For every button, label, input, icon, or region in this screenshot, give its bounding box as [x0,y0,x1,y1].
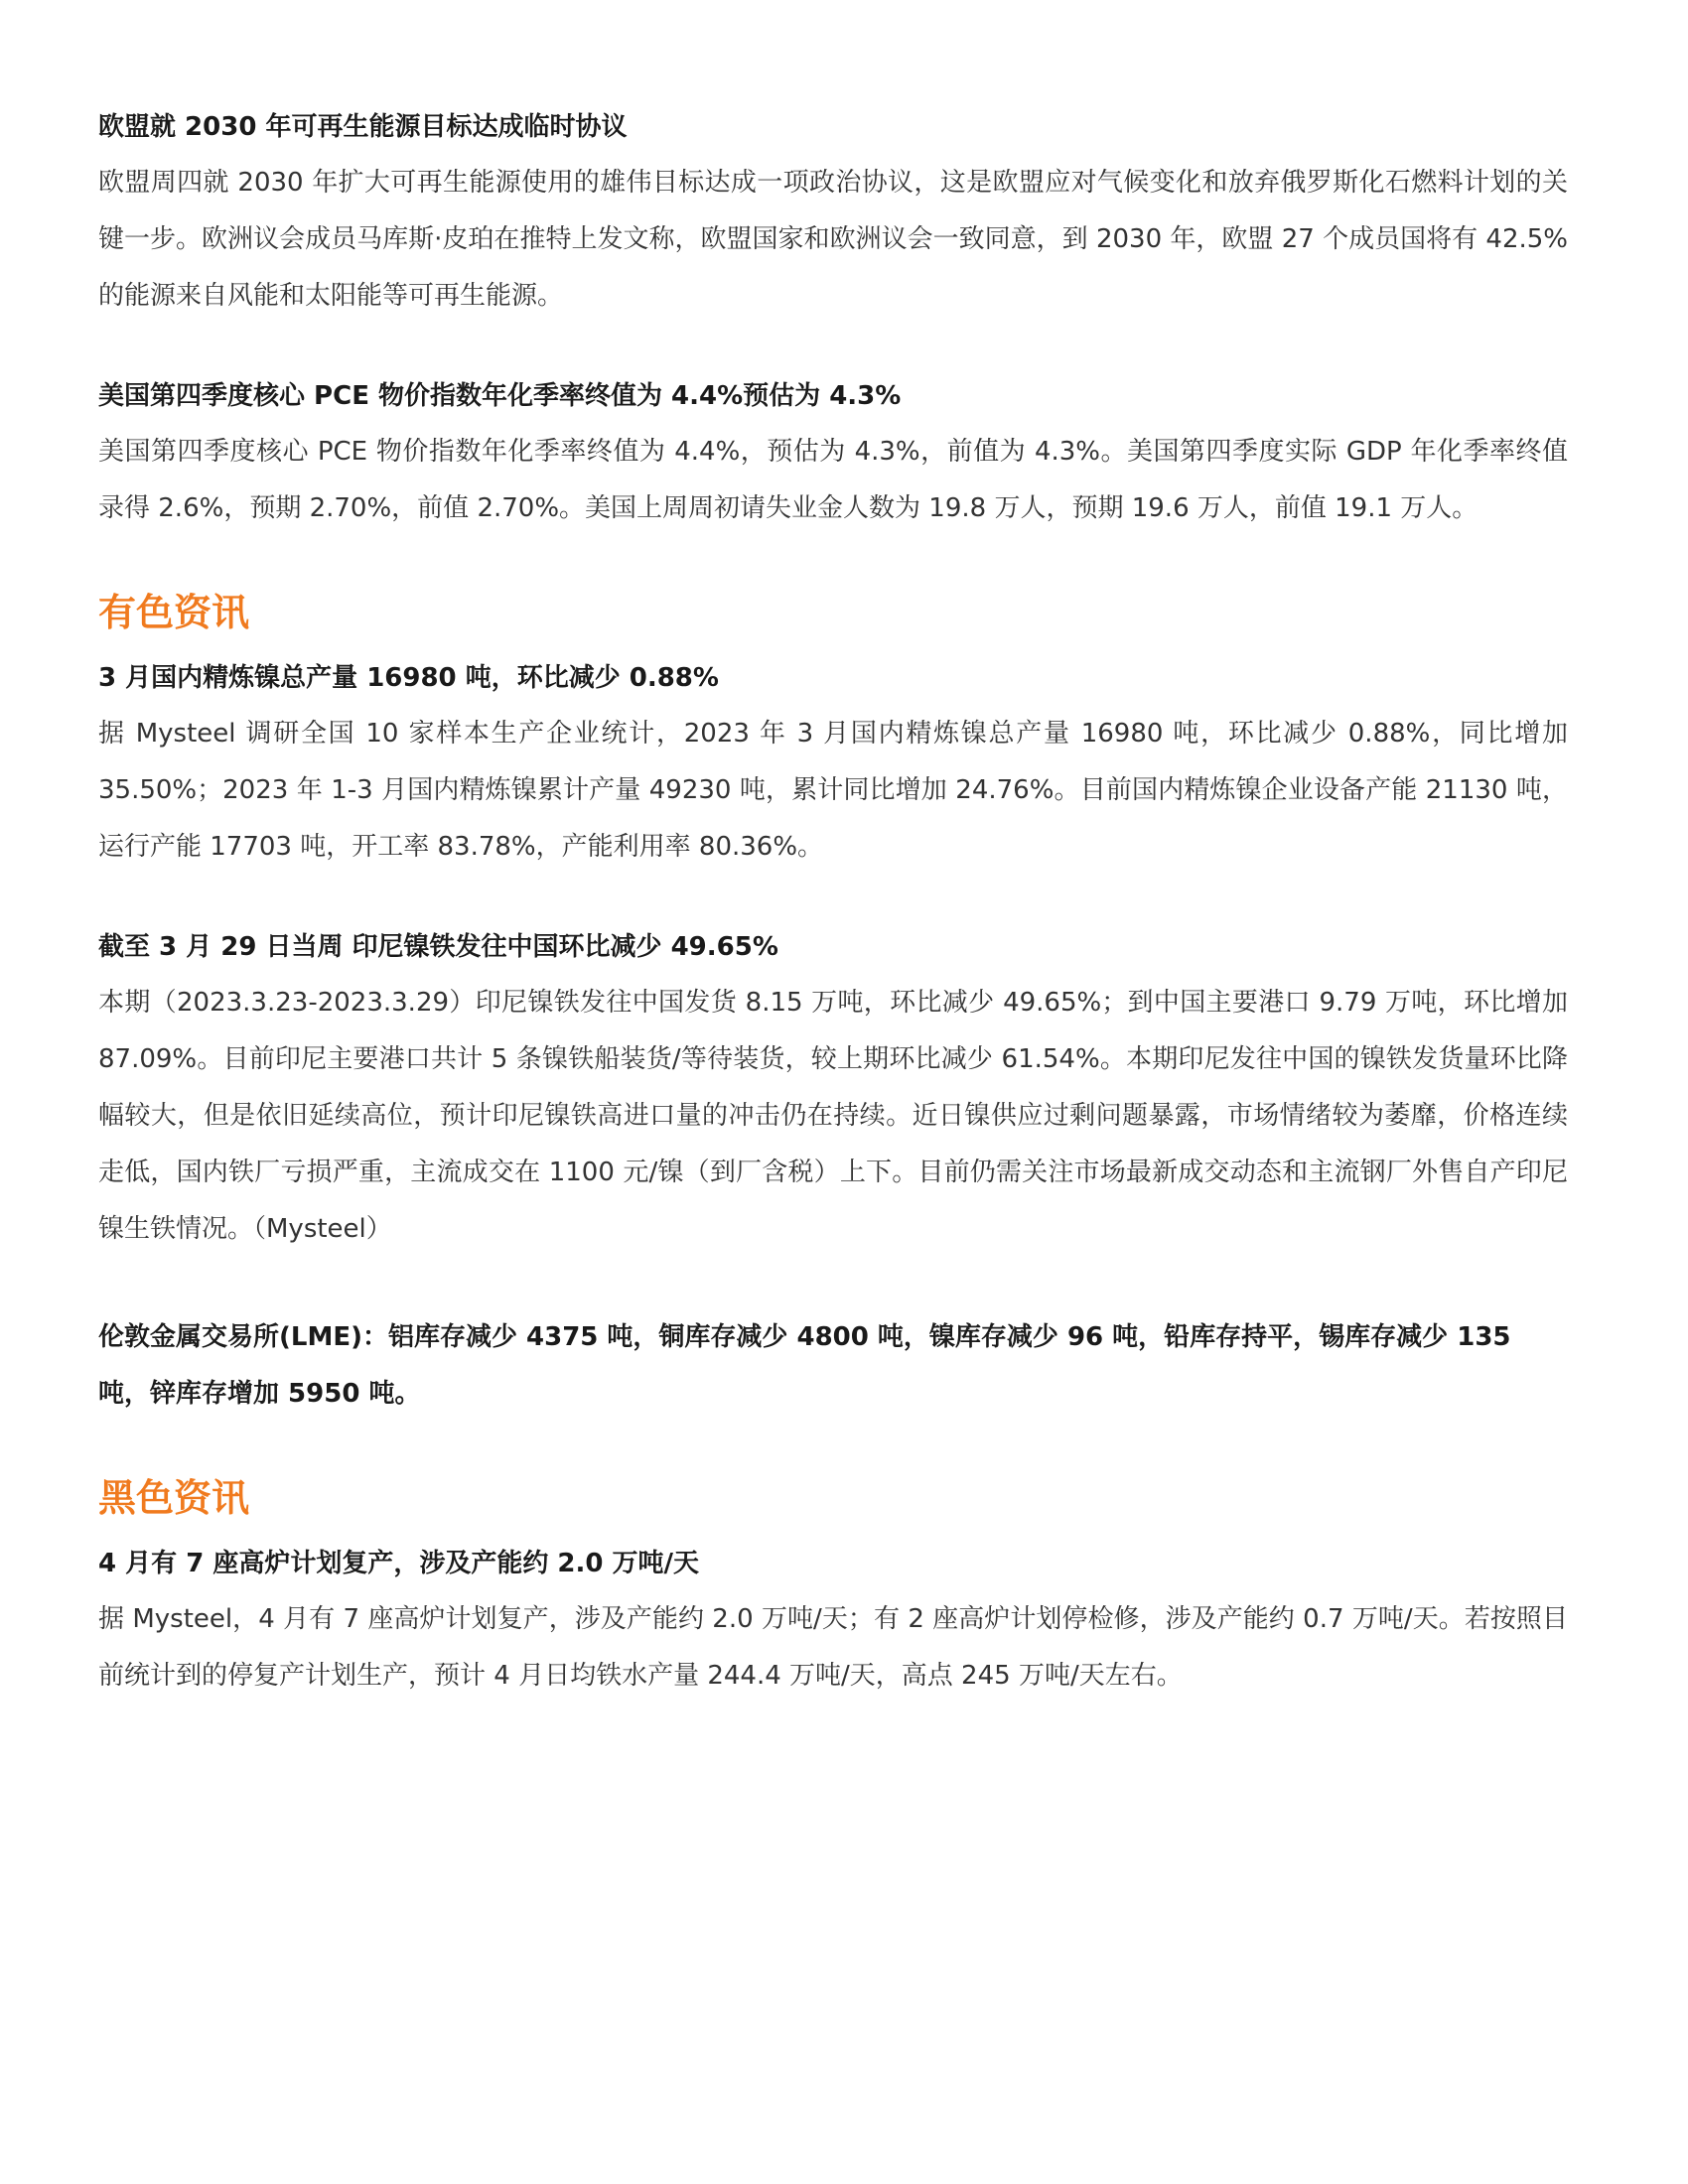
news-title: 欧盟就 2030 年可再生能源目标达成临时协议 [98,112,628,142]
news-item-refined-nickel [98,658,1568,876]
news-item-indonesia-nickel-pig-iron [98,927,1568,1258]
news-body: 美国第四季度核心 PCE 物价指数年化季率终值为 4.4%，预估为 4.3%，前值为 4.3%。美国第四季度实际 GDP 年化季率终值录得 2.6%，预期 2.70%，前值 2.70%。美国上周周初请失业金人数为 19.8 万人，预期 19.6 万人，前值 19.1 万人。 [98,437,1568,523]
section-heading-nonferrous: 有色资讯 [98,591,250,634]
news-item-blast-furnace [98,1544,1568,1705]
news-title: 4 月有 7 座高炉计划复产，涉及产能约 2.0 万吨/天 [98,1549,699,1578]
news-title: 3 月国内精炼镍总产量 16980 吨，环比减少 0.88% [98,663,719,693]
news-item-lme-inventory [98,1309,1568,1423]
news-title: 美国第四季度核心 PCE 物价指数年化季率终值为 4.4%预估为 4.3% [98,381,902,411]
news-item-us-pce [98,376,1568,537]
news-body: 据 Mysteel，4 月有 7 座高炉计划复产，涉及产能约 2.0 万吨/天；有 2 座高炉计划停检修，涉及产能约 0.7 万吨/天。若按照目前统计到的停复产计划生产，预计 4 月日均铁水产量 244.4 万吨/天，高点 245 万吨/天左右。 [98,1604,1568,1691]
news-body: 据 Mysteel 调研全国 10 家样本生产企业统计，2023 年 3 月国内精炼镍总产量 16980 吨，环比减少 0.88%，同比增加 35.50%；2023 年 1-3 月国内精炼镍累计产量 49230 吨，累计同比增加 24.76%。目前国内精炼镍企业设备产能 21130 吨，运行产能 17703 吨，开工率 83.78%，产能利用率 80.36%。 [98,719,1568,862]
lme-inventory-text: 伦敦金属交易所(LME)：铝库存减少 4375 吨，铜库存减少 4800 吨，镍库存减少 96 吨，铅库存持平，锡库存减少 135 吨，锌库存增加 5950 吨。 [98,1322,1511,1409]
news-body: 本期（2023.3.23-2023.3.29）印尼镍铁发往中国发货 8.15 万吨，环比减少 49.65%；到中国主要港口 9.79 万吨，环比增加 87.09%。目前印尼主要港口共计 5 条镍铁船装货/等待装货，较上期环比减少 61.54%。本期印尼发往中国的镍铁发货量环比降幅较大，但是依旧延续高位，预计印尼镍铁高进口量的冲击仍在持续。近日镍供应过剩问题暴露，市场情绪较为萎靡，价格连续走低，国内铁厂亏损严重，主流成交在 1100 元/镍（到厂含税）上下。目前仍需关注市场最新成交动态和主流钢厂外售自产印尼镍生铁情况。（Mysteel） [98,988,1568,1244]
news-body: 欧盟周四就 2030 年扩大可再生能源使用的雄伟目标达成一项政治协议，这是欧盟应对气候变化和放弃俄罗斯化石燃料计划的关键一步。欧洲议会成员马库斯·皮珀在推特上发文称，欧盟国家和欧洲议会一致同意，到 2030 年，欧盟 27 个成员国将有 42.5%的能源来自风能和太阳能等可再生能源。 [98,168,1568,311]
document-page [98,107,1568,1756]
news-title: 截至 3 月 29 日当周 印尼镍铁发往中国环比减少 49.65% [98,932,778,962]
section-heading-ferrous: 黑色资讯 [98,1476,250,1520]
news-item-eu-renewable [98,107,1568,325]
